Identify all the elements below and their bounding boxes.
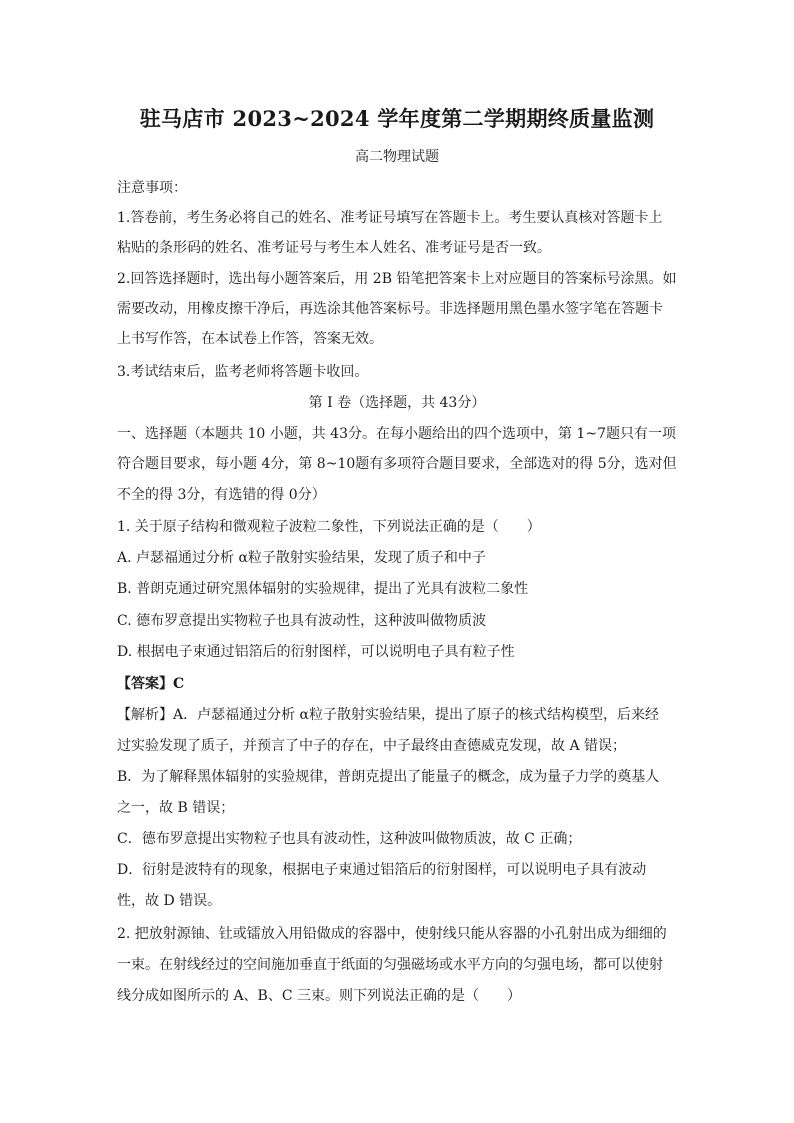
question-1-analysis-line-2: 过实验发现了质子，并预言了中子的存在，中子最终由查德威克发现，故 A 错误； [117, 738, 627, 754]
question-2-stem-line-2: 一束。在射线经过的空间施加垂直于纸面的匀强磁场或水平方向的匀强电场，都可以使射 [117, 957, 663, 973]
question-1-stem: 1. 关于原子结构和微观粒子波粒二象性，下列说法正确的是（ ） [117, 519, 541, 535]
question-1-analysis-line-5: C．德布罗意提出实物粒子也具有波动性，这种波叫做物质波，故 C 正确； [117, 831, 582, 847]
notice-item-1-line-2: 粘贴的条形码的姓名、准考证号与考生本人姓名、准考证号是否一致。 [117, 240, 551, 256]
page-title: 驻马店市 2023~2024 学年度第二学期期终质量监测 [139, 106, 655, 131]
question-1-option-c: C. 德布罗意提出实物粒子也具有波动性，这种波叫做物质波 [117, 613, 487, 629]
section-intro-line-2: 符合题目要求，每小题 4分，第 8~10题有多项符合题目要求，全部选对的得 5分，选对但 [117, 456, 677, 472]
page-subtitle: 高二物理试题 [355, 149, 439, 165]
question-1-analysis-line-6: D．衍射是波特有的现象，根据电子束通过铝箔后的衍射图样，可以说明电子具有波动 [117, 862, 647, 878]
notice-heading: 注意事项： [117, 180, 187, 196]
question-2-stem-line-3: 线分成如图所示的 A、B、C 三束。则下列说法正确的是（ ） [117, 988, 522, 1004]
notice-item-2-line-2: 需要改动，用橡皮擦干净后，再选涂其他答案标号。非选择题用黑色墨水签字笔在答题卡 [117, 301, 663, 317]
section-intro-line-3: 不全的得 3分，有选错的得 0分） [117, 487, 326, 503]
notice-item-1-line-1: 1.答卷前，考生务必将自己的姓名、准考证号填写在答题卡上。考生要认真核对答题卡上 [117, 210, 663, 226]
notice-item-3: 3.考试结束后，监考老师将答题卡收回。 [117, 364, 369, 380]
question-1-analysis-line-7: 性，故 D 错误。 [117, 893, 222, 909]
question-2-stem-line-1: 2. 把放射源铀、钍或镭放入用铅做成的容器中，使射线只能从容器的小孔射出成为细细的 [117, 926, 667, 942]
question-1-analysis-line-1: 【解析】A．卢瑟福通过分析 α粒子散射实验结果，提出了原子的核式结构模型，后来经 [117, 707, 660, 723]
question-1-option-d: D. 根据电子束通过铝箔后的衍射图样，可以说明电子具有粒子性 [117, 644, 515, 660]
section-intro-line-1: 一、选择题（本题共 10 小题，共 43分。在每小题给出的四个选项中，第 1~7题只有一项 [117, 426, 676, 442]
notice-item-2-line-1: 2.回答选择题时，选出每小题答案后，用 2B 铅笔把答案卡上对应题目的答案标号涂黑。如 [117, 271, 677, 287]
question-1-answer: 【答案】C [117, 676, 185, 692]
question-1-option-b: B. 普朗克通过研究黑体辐射的实验规律，提出了光具有波粒二象性 [117, 581, 529, 597]
question-1-option-a: A. 卢瑟福通过分析 α粒子散射实验结果，发现了质子和中子 [117, 550, 486, 566]
volume-title: 第 I 卷（选择题，共 43分） [308, 395, 486, 411]
question-1-analysis-line-3: B．为了解释黑体辐射的实验规律，普朗克提出了能量子的概念，成为量子力学的奠基人 [117, 769, 660, 785]
question-1-analysis-line-4: 之一，故 B 错误； [117, 800, 235, 816]
notice-item-2-line-3: 上书写作答，在本试卷上作答，答案无效。 [117, 331, 383, 347]
